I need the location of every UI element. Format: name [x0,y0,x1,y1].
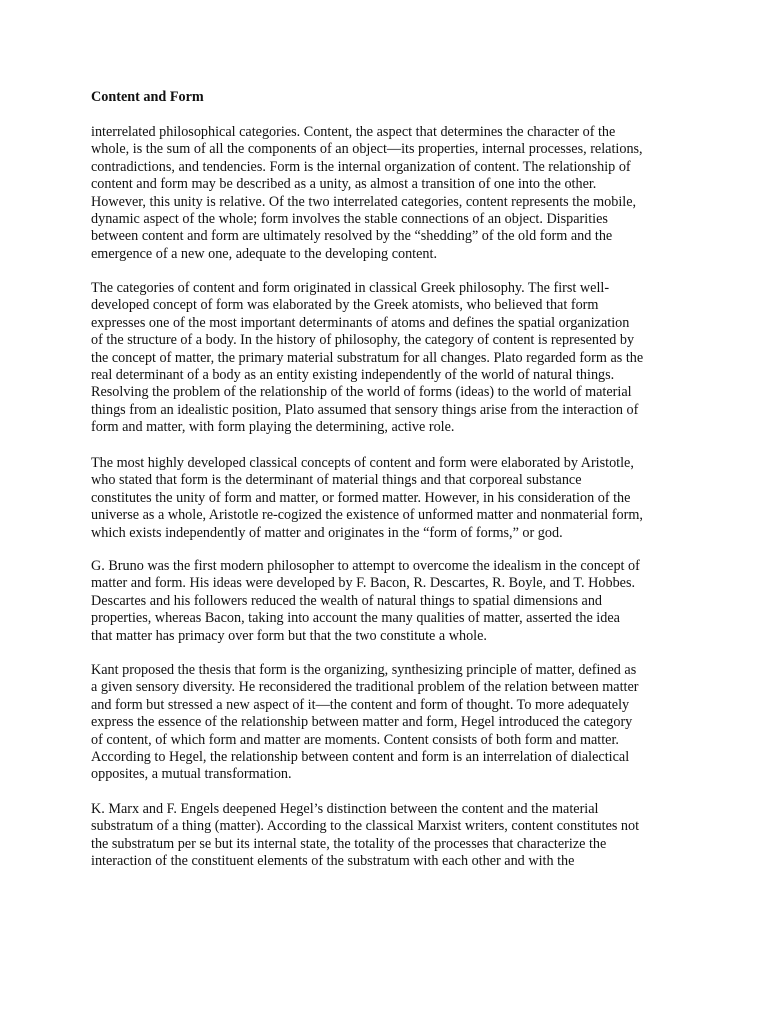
text-line: content and form may be described as a unity, as almost a transition of one into the other. [91,176,597,193]
text-line: things from an idealistic position, Plato assumed that sensory things arise from the interaction of [91,401,639,418]
text-line: Kant proposed the thesis that form is the organizing, synthesizing principle of matter, defined as [91,662,637,678]
text-line: However, this unity is relative. Of the two interrelated categories, content represents the mobile, [91,193,637,210]
text-line: whole, is the sum of all the components of an object—its properties, internal processes, relations, [91,141,643,158]
text-line: expresses one of the most important determinants of atoms and defines the spatial organization [91,314,630,331]
text-line: interaction of the constituent elements of the substratum with each other and with the [91,853,575,870]
text-line: the substratum per se but its internal state, the totality of the processes that characterize the [91,835,607,852]
text-line: Descartes and his followers reduced the wealth of natural things to spatial dimensions and [91,592,603,609]
paragraph-kant-hegel [91,662,691,784]
paragraph-greek-philosophy [91,280,691,437]
text-line: the concept of matter, the primary material substratum for all changes. Plato regarded form as the [91,349,644,366]
text-line: substratum of a thing (matter). According to the classical Marxist writers, content constitutes not [91,818,640,835]
text-line: According to Hegel, the relationship between content and form is an interrelation of dialectical [91,748,630,765]
text-line: G. Bruno was the first modern philosopher to attempt to overcome the idealism in the concept of [91,558,640,574]
paragraph-aristotle [91,455,691,542]
text-line: developed concept of form was elaborated by the Greek atomists, who believed that form [91,297,599,314]
paragraph-marx-engels [91,801,691,871]
text-line: opposites, a mutual transformation. [91,766,292,783]
text-line: of content, of which form and matter are moments. Content consists of both form and matter. [91,731,619,748]
paragraph-interrelated-categories [91,124,691,263]
text-line: of the structure of a body. In the history of philosophy, the category of content is represented by [91,332,635,349]
text-line: matter and form. His ideas were developed by F. Bacon, R. Descartes, R. Boyle, and T. Hobbes. [91,575,636,592]
document-title: Content and Form [91,89,204,105]
text-line: properties, whereas Bacon, taking into account the many qualities of matter, asserted the idea [91,610,620,627]
text-line: real determinant of a body as an entity existing independently of the world of natural things. [91,366,615,383]
text-line: interrelated philosophical categories. Content, the aspect that determines the character of the [91,124,616,140]
text-line: Resolving the problem of the relationship of the world of forms (ideas) to the world of material [91,384,632,401]
text-line: contradictions, and tendencies. Form is the internal organization of content. The relationship of [91,158,631,175]
text-line: who stated that form is the determinant of material things and that corporeal substance [91,472,582,489]
text-line: a given sensory diversity. He reconsidered the traditional problem of the relation between matter [91,679,639,696]
text-line: which exists independently of matter and originates in the “form of forms,” or god. [91,524,563,541]
paragraph-bruno [91,558,691,645]
text-line: emergence of a new one, adequate to the developing content. [91,245,438,262]
text-line: universe as a whole, Aristotle re-cogized the existence of unformed matter and nonmaterial form, [91,507,643,524]
text-line: that matter has primacy over form but that the two constitute a whole. [91,627,487,644]
text-line: The categories of content and form originated in classical Greek philosophy. The first well- [91,280,610,296]
text-line: and form but stressed a new aspect of it—the content and form of thought. To more adequately [91,696,630,713]
text-line: constitutes the unity of form and matter, or formed matter. However, in his consideration of the [91,489,631,506]
text-line: between content and form are ultimately resolved by the “shedding” of the old form and the [91,228,613,245]
text-line: K. Marx and F. Engels deepened Hegel’s distinction between the content and the material [91,801,599,817]
text-line: dynamic aspect of the whole; form involves the stable connections of an object. Disparities [91,210,608,227]
text-line: form and matter, with form playing the determining, active role. [91,419,455,436]
text-line: The most highly developed classical concepts of content and form were elaborated by Aristotle, [91,455,634,471]
text-line: express the essence of the relationship between matter and form, Hegel introduced the category [91,714,633,731]
